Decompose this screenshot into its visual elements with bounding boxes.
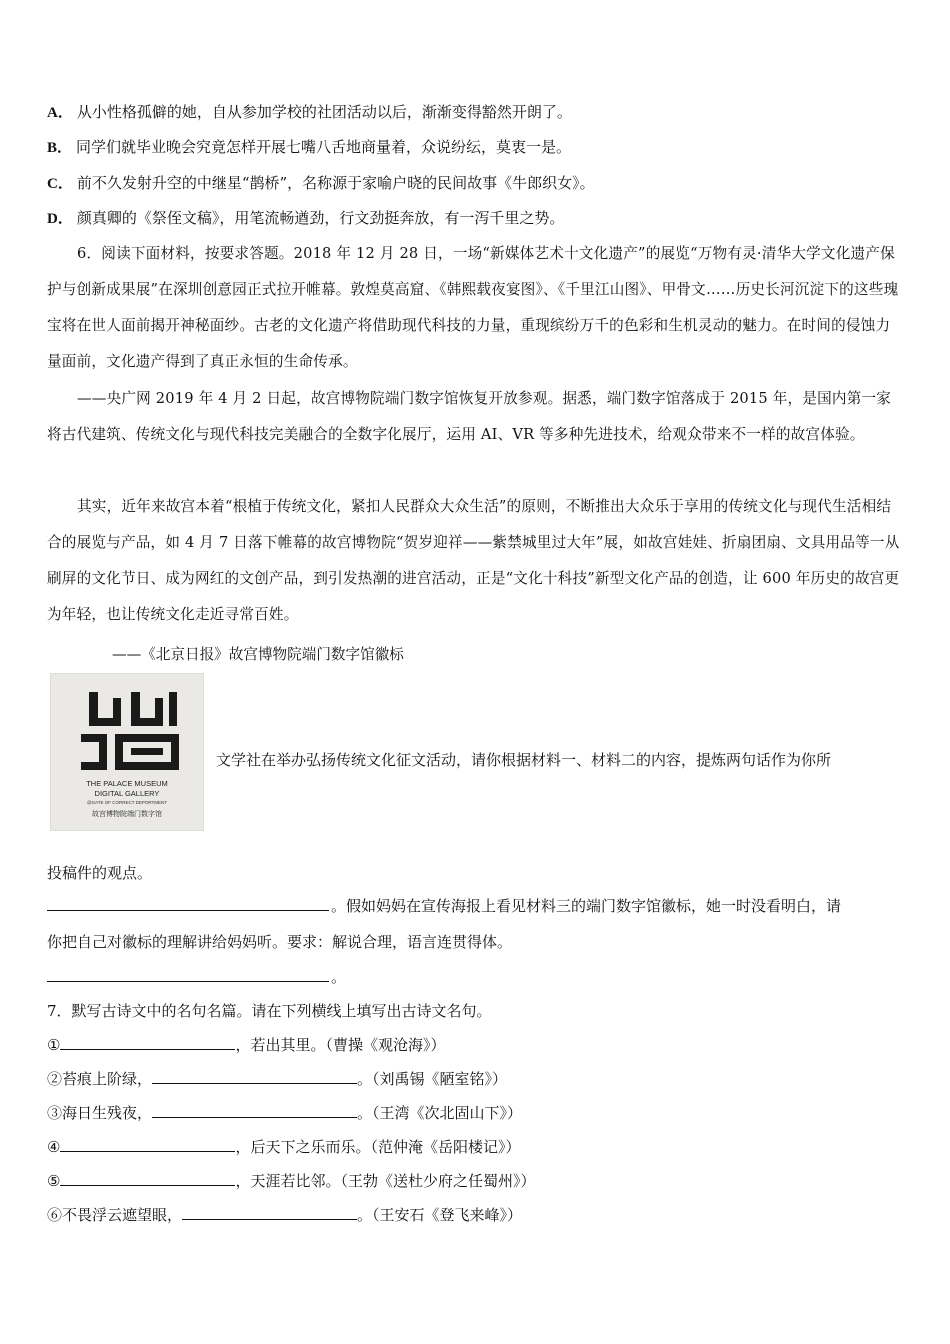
q6-material-two: ——央广网 2019 年 4 月 2 日起，故宫博物院端门数字馆恢复开放参观。据悉，端门数字馆落成于 2015 年，是国内第一家将古代建筑、传统文化与现代科技完美融合的全数字化展厅，运用 AI、VR 等多种先进技术，给观众带来不一样的故宫体验。: [47, 390, 892, 443]
item-after: 。（王安石《登飞来峰》）: [357, 1206, 523, 1224]
logo-text-line-4: 故宫博物院端门数字馆: [92, 810, 162, 818]
logo-text-line-2: DIGITAL GALLERY: [94, 789, 160, 798]
q7-item-5: [47, 1170, 535, 1192]
q6-source-line: ——《北京日报》故宫博物院端门数字馆徽标: [112, 646, 404, 663]
q7-title: 7．默写古诗文中的名句名篇。请在下列横线上填写出古诗文名句。: [47, 1002, 492, 1020]
q6-task-two-line-b: 你把自己对徽标的理解讲给妈妈听。要求：解说合理，语言连贯得体。: [47, 933, 513, 951]
answer-blank[interactable]: [60, 1171, 235, 1186]
option-letter: A．: [47, 105, 73, 121]
logo-text-line-1: THE PALACE MUSEUM: [86, 779, 168, 788]
option-d: [47, 207, 564, 230]
q6-task-two-line-c: [47, 966, 346, 988]
item-after: 。（王湾《次北固山下》）: [357, 1104, 523, 1122]
option-letter: B．: [47, 140, 73, 156]
q6-task-one-line-b: 投稿件的观点。: [47, 864, 153, 882]
item-number: ⑤: [47, 1172, 61, 1190]
item-number: ④: [47, 1138, 61, 1156]
item-before: 不畏浮云遮望眼，: [62, 1206, 183, 1224]
item-before: 海日生残夜，: [62, 1104, 153, 1122]
q7-item-1: [47, 1034, 445, 1056]
answer-blank[interactable]: [47, 967, 329, 982]
q7-item-2: [47, 1068, 507, 1090]
item-number: ①: [47, 1036, 61, 1054]
item-number: ⑥: [47, 1206, 63, 1224]
item-after: ，后天下之乐而乐。（范仲淹《岳阳楼记》）: [235, 1138, 521, 1156]
answer-blank[interactable]: [60, 1137, 235, 1152]
option-b: [47, 136, 571, 159]
item-after: ，天涯若比邻。（王勃《送杜少府之任蜀州》）: [235, 1172, 536, 1190]
q6-task-two-text: 。假如妈妈在宣传海报上看见材料三的端门数字馆徽标，她一时没看明白，请: [331, 897, 842, 915]
logo-text-line-3: @GATE OF CORRECT DEPORTMENT: [86, 800, 168, 805]
option-letter: C．: [47, 176, 73, 192]
option-letter: D．: [47, 211, 73, 227]
item-number: ②: [47, 1070, 63, 1088]
item-before: 苔痕上阶绿，: [62, 1070, 153, 1088]
option-text: 颜真卿的《祭侄文稿》，用笔流畅遒劲，行文劲挺奔放，有一泻千里之势。: [76, 209, 565, 227]
option-text: 同学们就毕业晚会究竟怎样开展七嘴八舌地商量着，众说纷纭，莫衷一是。: [76, 138, 572, 156]
answer-blank[interactable]: [152, 1069, 357, 1084]
option-c: [47, 172, 595, 195]
q6-material-three: 其实，近年来故宫本着“根植于传统文化，紧扣人民群众大众生活”的原则，不断推出大众乐于享用的传统文化与现代生活相结合的展览与产品，如 4 月 7 日落下帷幕的故宫博物院“贺岁迎祥——紫禁城里过大年”展，如故宫娃娃、折扇团扇、文具用品等一从刷屏的文化节日、成为网红的文创产品，到引发热潮的进宫活动，正是“文化十科技”新型文化产品的创造，让 600 年历史的故宫更为年轻，也让传统文化走近寻常百姓。: [47, 498, 900, 623]
option-text: 从小性格孤僻的她，自从参加学校的社团活动以后，渐渐变得豁然开朗了。: [76, 103, 572, 121]
q6-task-one-line-a: 文学社在举办弘扬传统文化征文活动，请你根据材料一、材料二的内容，提炼两句话作为你所: [216, 751, 832, 769]
answer-blank[interactable]: [60, 1035, 235, 1050]
item-number: ③: [47, 1104, 63, 1122]
q6-material-one: 6．阅读下面材料，按要求答题。2018 年 12 月 28 日，一场“新媒体艺术十文化遗产”的展览“万物有灵·清华大学文化遗产保护与创新成果展”在深圳创意园正式拉开帷幕。敦煌莫高窟、《韩熙载夜宴图》、《千里江山图》、甲骨文……历史长河沉淀下的这些瑰宝将在世人面前揭开神秘面纱。古老的文化遗产将借助现代科技的力量，重现缤纷万千的色彩和生机灵动的魅力。在时间的侵蚀力量面前，文化遗产得到了真正永恒的生命传承。: [47, 245, 899, 370]
item-after: 。（刘禹锡《陋室铭》）: [357, 1070, 508, 1088]
q7-item-4: [47, 1136, 520, 1158]
item-after: ，若出其里。（曹操《观沧海》）: [235, 1036, 446, 1054]
q6-task-two-line-a: [47, 895, 841, 917]
end-mark: 。: [331, 968, 347, 986]
answer-blank[interactable]: [182, 1205, 357, 1220]
palace-museum-digital-gallery-logo: [50, 673, 204, 831]
option-a: [47, 101, 572, 124]
answer-blank[interactable]: [152, 1103, 357, 1118]
logo-glyph-icon: [51, 674, 203, 830]
option-text: 前不久发射升空的中继星“鹊桥”，名称源于家喻户晓的民间故事《牛郎织女》。: [76, 174, 595, 192]
answer-blank[interactable]: [47, 896, 329, 911]
q7-item-6: [47, 1204, 522, 1226]
q7-item-3: [47, 1102, 522, 1124]
